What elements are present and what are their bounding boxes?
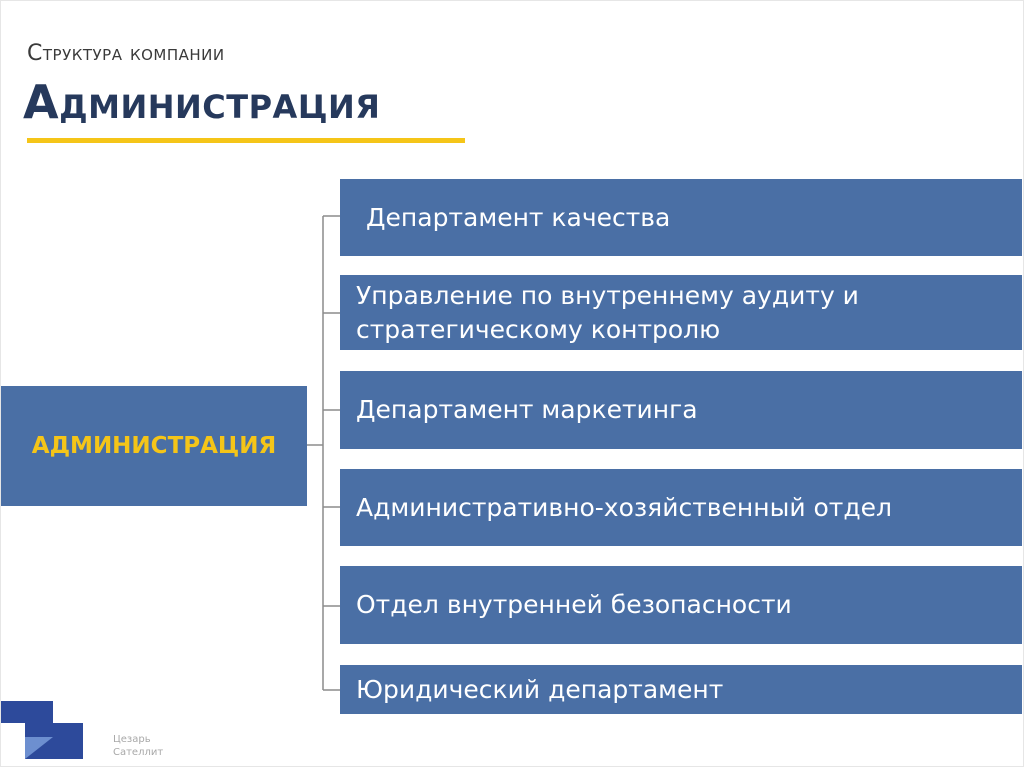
department-label: Административно-хозяйственный отдел <box>356 492 893 522</box>
department-node <box>340 469 1022 546</box>
department-node <box>340 566 1022 644</box>
brand-line: Сателлит <box>113 747 164 758</box>
department-label: Департамент маркетинга <box>356 395 698 424</box>
slide-supertitle: Структура компании <box>27 41 225 66</box>
slide-title: Администрация <box>23 75 381 129</box>
department-node <box>340 179 1022 256</box>
brand-line: Цезарь <box>113 734 151 745</box>
department-label: Юридический департамент <box>356 674 724 704</box>
department-label: Департамент качества <box>366 202 671 232</box>
department-node <box>340 275 1022 350</box>
department-node <box>340 371 1022 449</box>
department-node <box>340 665 1022 714</box>
root-node <box>1 386 307 506</box>
root-node-label: АДМИНИСТРАЦИЯ <box>31 433 277 459</box>
company-logo-icon <box>1 701 85 761</box>
brand-caption <box>113 733 163 759</box>
department-label: Управление по внутреннему аудиту и стратегическому контролю <box>356 280 859 344</box>
department-label: Отдел внутренней безопасности <box>356 590 792 619</box>
